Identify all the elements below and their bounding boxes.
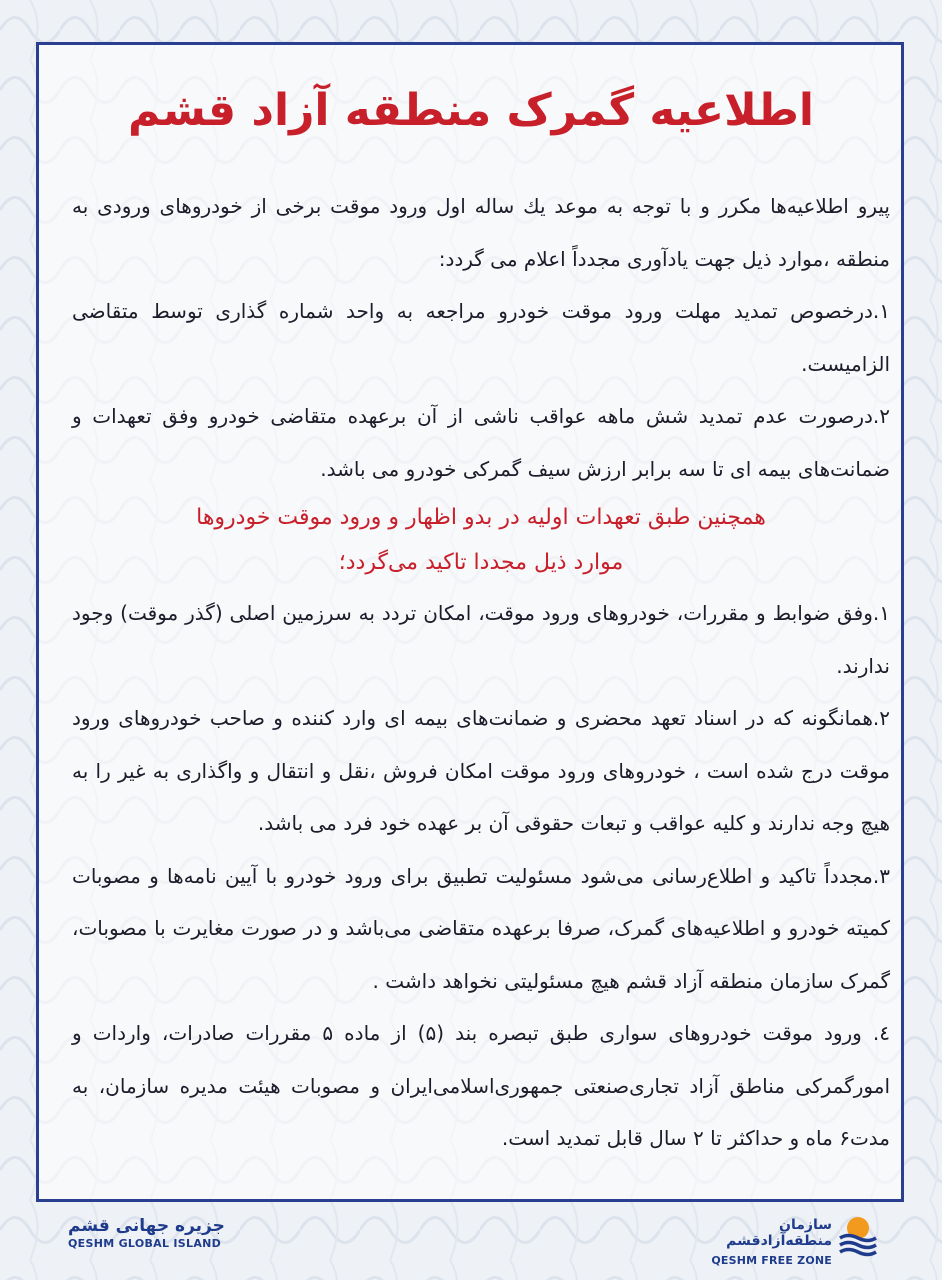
notice-body [72,180,890,1165]
list-item-4: ٤. ورود موقت خودروهای سواری طبق تبصره بند (۵) از ماده ۵ مقررات صادرات، واردات و امورگمرکی مناطق آزاد تجاری‌صنعتی جمهوری‌اسلامی‌ایران و مصوبات هیئت مدیره سازمان، به مدت۶ ماه و حداکثر تا ۲ سال قابل تمدید است. [72,1021,890,1150]
sun-wave-icon [838,1214,878,1258]
paragraph-item-1: ۱.درخصوص تمدید مهلت ورود موقت خودرو مراجعه به واحد شماره گذاری توسط متقاضی الزامیست. [72,299,890,376]
list-item-3: ۳.مجدداً تاکید و اطلاع‌رسانی می‌شود مسئولیت تطبیق برای ورود خودرو با آیین نامه‌ها و مصوبات کمیته خودرو و اطلاعیه‌های گمرک، صرفا برعهده متقاضی می‌باشد و در صورت مغایرت با مصوبات، گمرک سازمان منطقه آزاد قشم هیچ مسئولیتی نخواهد داشت . [72,863,890,993]
qeshm-global-island-logo [68,1216,228,1256]
list-item-2: ۲.همانگونه که در اسناد تعهد محضری و ضمانت‌های بیمه ای وارد کننده و صاحب خودروهای ورود موقت درج شده است ، خودروهای ورود موقت امکان فروش ،نقل و انتقال و واگذاری به غیر را به هیچ وجه ندارند و کلیه عواقب و تبعات حقوقی آن بر عهده خود فرد می باشد. [72,706,890,835]
list-item-1: ۱.وفق ضوابط و مقررات، خودروهای ورود موقت، امکان تردد به سرزمین اصلی (گذر موقت) وجود ندارند. [72,601,890,678]
qeshm-free-zone-logo [700,1214,880,1267]
highlight-notice [72,495,890,587]
logo-left-fa: جزیره جهانی قشم [68,1216,225,1236]
intro-paragraph: پیرو اطلاعیه‌ها مکرر و با توجه به موعد یك ساله اول ورود موقت برخی از خودروهای ورودی به منطقه ،موارد ذیل جهت یادآوری مجدداً اعلام می گردد: [72,194,890,271]
logo-right-fa: سازمان منطقه‌آزادقشم [726,1217,832,1249]
paragraph-item-2: ۲.درصورت عدم تمدید شش ماهه عواقب ناشی از آن برعهده متقاضی خودرو وفق تعهدات و ضمانت‌های بیمه ای تا سه برابر ارزش سیف گمرکی خودرو می باشد. [72,404,890,481]
highlight-line-2: موارد ذیل مجددا تاکید می‌گردد؛ [338,550,624,575]
logo-left-en: QESHM GLOBAL ISLAND [68,1237,222,1250]
highlight-line-1: همچنین طبق تعهدات اولیه در بدو اظهار و ورود موقت خودروها [196,505,766,530]
notice-title: اطلاعیه گمرک منطقه آزاد قشم [128,85,814,136]
logo-right-en: QESHM FREE ZONE [711,1254,832,1267]
